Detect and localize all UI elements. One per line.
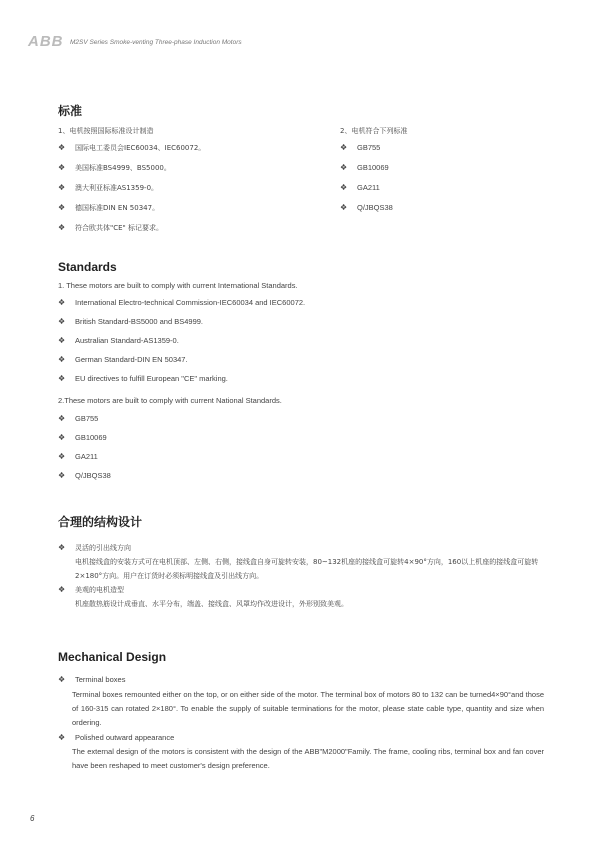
paragraph: Terminal boxes remounted either on the top, or on either side of the motor. The terminal box of motors 80 to 132 can be turned4×90°and those of 160-315 can rotated 2×180°. To enable the supply of suitable terminations for the motor, please state cable type, quantity and size when ordering. xyxy=(72,690,544,727)
list-item: ❖ 符合欧共体"CE" 标记要求。 xyxy=(58,223,163,232)
standards-en-national-heading: 2.These motors are built to comply with current National Standards. xyxy=(58,396,282,405)
list-item: ❖ GB10069 xyxy=(58,433,107,442)
series-title: M2SV Series Smoke-venting Three-phase Induction Motors xyxy=(70,39,242,46)
standards-en-intl-heading: 1. These motors are built to comply with current International Standards. xyxy=(58,281,298,290)
list-item: ❖ 国际电工委员会IEC60034、IEC60072。 xyxy=(58,143,206,152)
list-item: ❖ GB755 xyxy=(58,414,99,423)
paragraph: 机座散热筋设计成垂直、水平分布，端盖、接线盒、风罩均作改进设计，外形别致美观。 xyxy=(75,600,348,608)
list-item: ❖ 灵活的引出线方向 xyxy=(58,543,131,552)
standards-cn-title: 标准 xyxy=(58,104,83,118)
list-item: ❖ GB10069 xyxy=(340,163,389,172)
list-item: ❖ Australian Standard-AS1359-0. xyxy=(58,336,179,345)
list-item: ❖ German Standard-DIN EN 50347. xyxy=(58,355,188,364)
paragraph: 电机接线盒的安装方式可在电机顶部、左侧、右侧，接线盒自身可旋转安装，80~132机座的接线盒可旋转4×90°方向，160以上机座的接线盒可旋转2×180°方向。用户在订货时必须标明接线盒及引出线方向。 xyxy=(75,558,539,580)
list-item: ❖ Polished outward appearance xyxy=(58,733,175,742)
diamond-bullet-icon: ❖ xyxy=(340,143,348,152)
list-item: ❖ 美国标准BS4999、BS5000。 xyxy=(58,163,171,172)
standards-en-title: Standards xyxy=(58,260,117,274)
list-item: ❖ Q/JBQS38 xyxy=(58,471,111,480)
diamond-bullet-icon: ❖ xyxy=(58,452,66,461)
list-item: ❖ 美观的电机造型 xyxy=(58,585,124,594)
diamond-bullet-icon: ❖ xyxy=(58,298,66,307)
list-item: ❖ GA211 xyxy=(58,452,98,461)
diamond-bullet-icon: ❖ xyxy=(58,414,66,423)
diamond-bullet-icon: ❖ xyxy=(58,433,66,442)
paragraph: The external design of the motors is consistent with the design of the ABB"M2000"Family. The frame, cooling ribs, terminal box and fan cover have been reshaped to meet customer's design preference. xyxy=(72,747,544,770)
diamond-bullet-icon: ❖ xyxy=(58,317,66,326)
standards-cn-left-heading: 1、电机按照国际标准设计制造 xyxy=(58,127,154,135)
diamond-bullet-icon: ❖ xyxy=(340,183,348,192)
diamond-bullet-icon: ❖ xyxy=(58,374,66,383)
diamond-bullet-icon: ❖ xyxy=(58,585,66,594)
diamond-bullet-icon: ❖ xyxy=(58,203,66,212)
diamond-bullet-icon: ❖ xyxy=(340,163,348,172)
design-cn-title: 合理的结构设计 xyxy=(58,515,143,529)
list-item: ❖ 德国标准DIN EN 50347。 xyxy=(58,203,160,212)
list-item: ❖ British Standard-BS5000 and BS4999. xyxy=(58,317,204,326)
abb-logo: ABB xyxy=(28,33,64,50)
diamond-bullet-icon: ❖ xyxy=(58,675,66,684)
diamond-bullet-icon: ❖ xyxy=(58,223,66,232)
diamond-bullet-icon: ❖ xyxy=(58,336,66,345)
diamond-bullet-icon: ❖ xyxy=(58,355,66,364)
diamond-bullet-icon: ❖ xyxy=(58,733,66,742)
list-item: ❖ Terminal boxes xyxy=(58,675,126,684)
diamond-bullet-icon: ❖ xyxy=(58,143,66,152)
diamond-bullet-icon: ❖ xyxy=(340,203,348,212)
list-item: ❖ EU directives to fulfill European "CE" marking. xyxy=(58,374,228,383)
diamond-bullet-icon: ❖ xyxy=(58,163,66,172)
design-en-title: Mechanical Design xyxy=(58,650,167,664)
list-item: ❖ Q/JBQS38 xyxy=(340,203,393,212)
diamond-bullet-icon: ❖ xyxy=(58,471,66,480)
list-item: ❖ International Electro-technical Commission-IEC60034 and IEC60072. xyxy=(58,298,306,307)
list-item: ❖ 澳大利亚标准AS1359-0。 xyxy=(58,183,159,192)
standards-cn-right-heading: 2、电机符合下列标准 xyxy=(340,127,408,135)
diamond-bullet-icon: ❖ xyxy=(58,183,66,192)
page-number: 6 xyxy=(30,814,35,823)
list-item: ❖ GB755 xyxy=(340,143,381,152)
list-item: ❖ GA211 xyxy=(340,183,380,192)
diamond-bullet-icon: ❖ xyxy=(58,543,66,552)
